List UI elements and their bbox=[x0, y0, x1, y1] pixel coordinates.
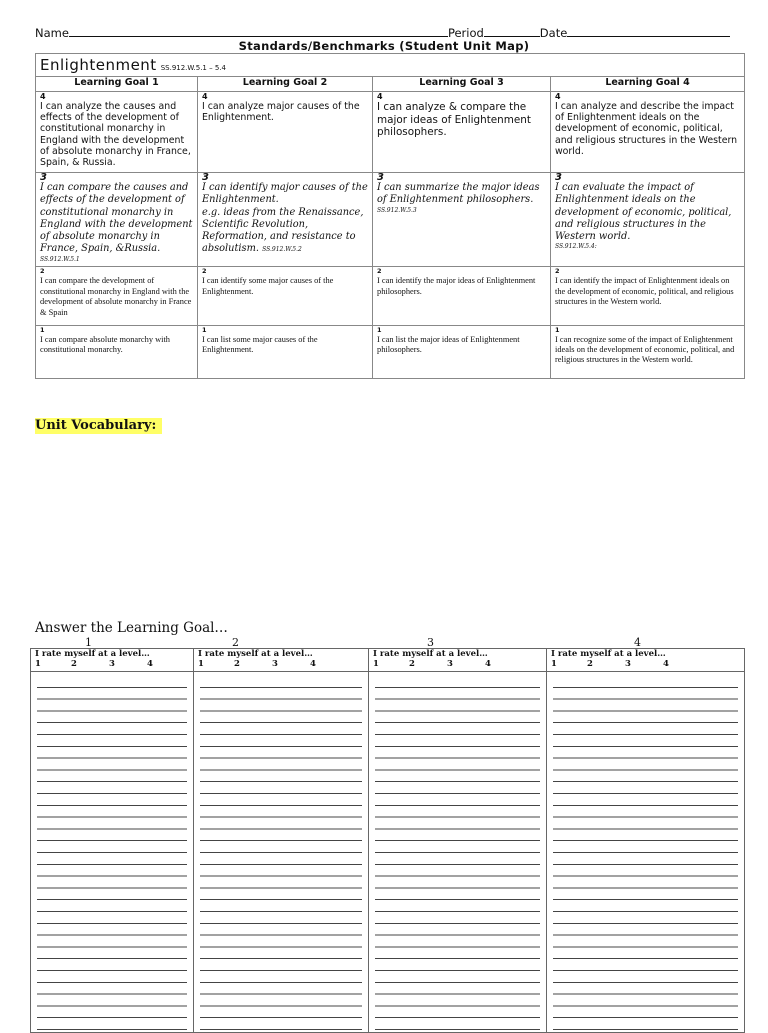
rating-cell bbox=[369, 649, 547, 672]
rate-option[interactable]: 4 bbox=[485, 659, 491, 669]
name-field[interactable] bbox=[69, 26, 448, 37]
rate-option[interactable]: 3 bbox=[447, 659, 453, 669]
level-number: 3 bbox=[555, 172, 562, 183]
rate-option[interactable]: 4 bbox=[663, 659, 669, 669]
name-label: Name bbox=[35, 26, 69, 40]
rate-options bbox=[198, 659, 364, 669]
level-number: 1 bbox=[40, 326, 45, 334]
writing-area[interactable] bbox=[194, 672, 369, 1033]
goal-header: Learning Goal 1 bbox=[36, 77, 198, 92]
standard-citation: SS.912.W.5.3 bbox=[377, 206, 417, 214]
level-number: 4 bbox=[377, 92, 383, 101]
unit-map-table bbox=[35, 53, 745, 379]
goal-cell bbox=[373, 326, 551, 379]
level-4-row bbox=[36, 92, 745, 173]
rate-option[interactable]: 1 bbox=[198, 659, 204, 669]
level-number: 1 bbox=[555, 326, 560, 334]
goal-text: I can analyze major causes of the Enlightenment. bbox=[202, 101, 360, 124]
goal-cell bbox=[373, 267, 551, 326]
goal-text: I can analyze and describe the impact of Enlightenment ideals on the development of economic, political, and religious structures in the Western world. bbox=[555, 101, 738, 157]
level-1-row bbox=[36, 326, 745, 379]
rate-options bbox=[35, 659, 189, 669]
unit-vocabulary-heading: Unit Vocabulary: bbox=[35, 418, 162, 434]
rate-option[interactable]: 2 bbox=[409, 659, 415, 669]
goal-header: Learning Goal 4 bbox=[551, 77, 745, 92]
rate-option[interactable]: 3 bbox=[109, 659, 115, 669]
goal-example-text bbox=[202, 207, 368, 257]
goal-cell bbox=[198, 326, 373, 379]
goal-text: I can identify the impact of Enlightenment ideals on the development of economic, political, and religious structures in the Western world. bbox=[555, 276, 734, 306]
goal-text: I can compare the causes and effects of the development of constitutional monarchy in England with the development of absolute monarchy in France, Spain, &Russia. bbox=[40, 182, 193, 255]
writing-lines[interactable] bbox=[553, 676, 738, 1030]
goal-example: e.g. ideas from the Renaissance, Scientific Revolution, Reformation, and resistance to absolutism. bbox=[202, 206, 364, 255]
goal-cell bbox=[198, 173, 373, 267]
date-field[interactable] bbox=[567, 26, 730, 37]
goal-text: I can identify the major ideas of Enlightenment philosophers. bbox=[377, 276, 536, 296]
rate-options bbox=[373, 659, 542, 669]
goal-text: I can compare the development of constitutional monarchy in England with the development of absolute monarchy in France & Spain bbox=[40, 276, 192, 317]
goal-text: I can summarize the major ideas of Enlightenment philosophers. bbox=[377, 182, 540, 206]
level-number: 2 bbox=[555, 267, 560, 275]
writing-lines[interactable] bbox=[375, 676, 540, 1030]
rating-cell bbox=[31, 649, 194, 672]
standard-citation: SS.912.W.5.1 bbox=[40, 255, 80, 263]
goal-cell bbox=[551, 173, 745, 267]
goal-text: I can recognize some of the impact of Enlightenment ideals on the development of economic, political, and religious structures in the Western world. bbox=[555, 335, 735, 364]
goal-text: I can analyze the causes and effects of the development of constitutional monarchy in England with the development of absolute monarchy in France, Spain, & Russia. bbox=[40, 101, 191, 169]
level-number: 3 bbox=[377, 172, 384, 183]
period-label: Period bbox=[447, 26, 484, 40]
rate-label: I rate myself at a level… bbox=[373, 649, 488, 659]
goal-number: 4 bbox=[634, 636, 641, 649]
level-number: 2 bbox=[377, 267, 382, 275]
rate-label: I rate myself at a level… bbox=[35, 649, 150, 659]
goal-number: 2 bbox=[232, 636, 239, 649]
rate-option[interactable]: 3 bbox=[625, 659, 631, 669]
goal-cell bbox=[36, 92, 198, 173]
goal-cell bbox=[551, 267, 745, 326]
rate-option[interactable]: 3 bbox=[272, 659, 278, 669]
level-number: 4 bbox=[202, 92, 208, 101]
level-number: 2 bbox=[40, 267, 45, 275]
goal-text: I can evaluate the impact of Enlightenment ideals on the development of economic, political, and religious structures in the Western world. bbox=[555, 182, 732, 243]
goal-text: I can list the major ideas of Enlightenment philosophers. bbox=[377, 335, 520, 354]
unit-title: Enlightenment bbox=[40, 56, 157, 74]
rate-options bbox=[551, 659, 740, 669]
rate-option[interactable]: 2 bbox=[587, 659, 593, 669]
rate-option[interactable]: 4 bbox=[147, 659, 153, 669]
goal-text: I can identify major causes of the Enlightenment. bbox=[202, 182, 368, 206]
rate-option[interactable]: 2 bbox=[71, 659, 77, 669]
level-number: 1 bbox=[202, 326, 207, 334]
answer-heading: Answer the Learning Goal… bbox=[35, 620, 228, 636]
goal-cell bbox=[373, 92, 551, 173]
rating-cell bbox=[194, 649, 369, 672]
standard-citation: SS.912.W.5.4: bbox=[555, 243, 597, 251]
student-info-line bbox=[35, 26, 735, 40]
date-label: Date bbox=[539, 26, 568, 40]
goal-text: I can compare absolute monarchy with constitutional monarchy. bbox=[40, 335, 170, 354]
unit-standards: SS.912.W.5.1 – 5.4 bbox=[160, 64, 226, 72]
goal-cell bbox=[373, 173, 551, 267]
level-number: 3 bbox=[40, 172, 47, 183]
goal-header-row bbox=[36, 77, 745, 92]
level-3-row bbox=[36, 173, 745, 267]
goal-cell bbox=[36, 326, 198, 379]
answer-table bbox=[30, 648, 745, 1033]
goal-cell bbox=[551, 92, 745, 173]
rate-option[interactable]: 1 bbox=[373, 659, 379, 669]
goal-header: Learning Goal 3 bbox=[373, 77, 551, 92]
writing-area[interactable] bbox=[31, 672, 194, 1033]
goal-header: Learning Goal 2 bbox=[198, 77, 373, 92]
rate-option[interactable]: 4 bbox=[310, 659, 316, 669]
rating-cell bbox=[547, 649, 745, 672]
level-number: 4 bbox=[40, 92, 46, 101]
writing-area[interactable] bbox=[547, 672, 745, 1033]
rate-label: I rate myself at a level… bbox=[198, 649, 313, 659]
page-subtitle: Standards/Benchmarks (Student Unit Map) bbox=[238, 39, 530, 53]
level-number: 3 bbox=[202, 172, 209, 183]
writing-area[interactable] bbox=[369, 672, 547, 1033]
level-number: 4 bbox=[555, 92, 561, 101]
goal-cell bbox=[36, 267, 198, 326]
goal-cell bbox=[551, 326, 745, 379]
rate-option[interactable]: 2 bbox=[234, 659, 240, 669]
level-number: 1 bbox=[377, 326, 382, 334]
goal-text: I can list some major causes of the Enlightenment. bbox=[202, 335, 318, 354]
answer-goal-numbers bbox=[0, 636, 768, 648]
goal-text: I can analyze & compare the major ideas of Enlightenment philosophers. bbox=[377, 101, 531, 139]
writing-lines[interactable] bbox=[37, 676, 187, 1030]
rate-label: I rate myself at a level… bbox=[551, 649, 666, 659]
level-2-row bbox=[36, 267, 745, 326]
unit-title-cell bbox=[36, 54, 745, 77]
rate-option[interactable]: 1 bbox=[551, 659, 557, 669]
goal-cell bbox=[36, 173, 198, 267]
standard-citation: SS.912.W.5.2 bbox=[262, 246, 302, 254]
goal-cell bbox=[198, 267, 373, 326]
goal-number: 1 bbox=[85, 636, 92, 649]
writing-lines[interactable] bbox=[200, 676, 362, 1030]
rating-row bbox=[31, 649, 745, 672]
writing-row bbox=[31, 672, 745, 1033]
period-field[interactable] bbox=[484, 26, 540, 37]
goal-cell bbox=[198, 92, 373, 173]
goal-number: 3 bbox=[427, 636, 434, 649]
goal-text: I can identify some major causes of the Enlightenment. bbox=[202, 276, 334, 296]
rate-option[interactable]: 1 bbox=[35, 659, 41, 669]
level-number: 2 bbox=[202, 267, 207, 275]
